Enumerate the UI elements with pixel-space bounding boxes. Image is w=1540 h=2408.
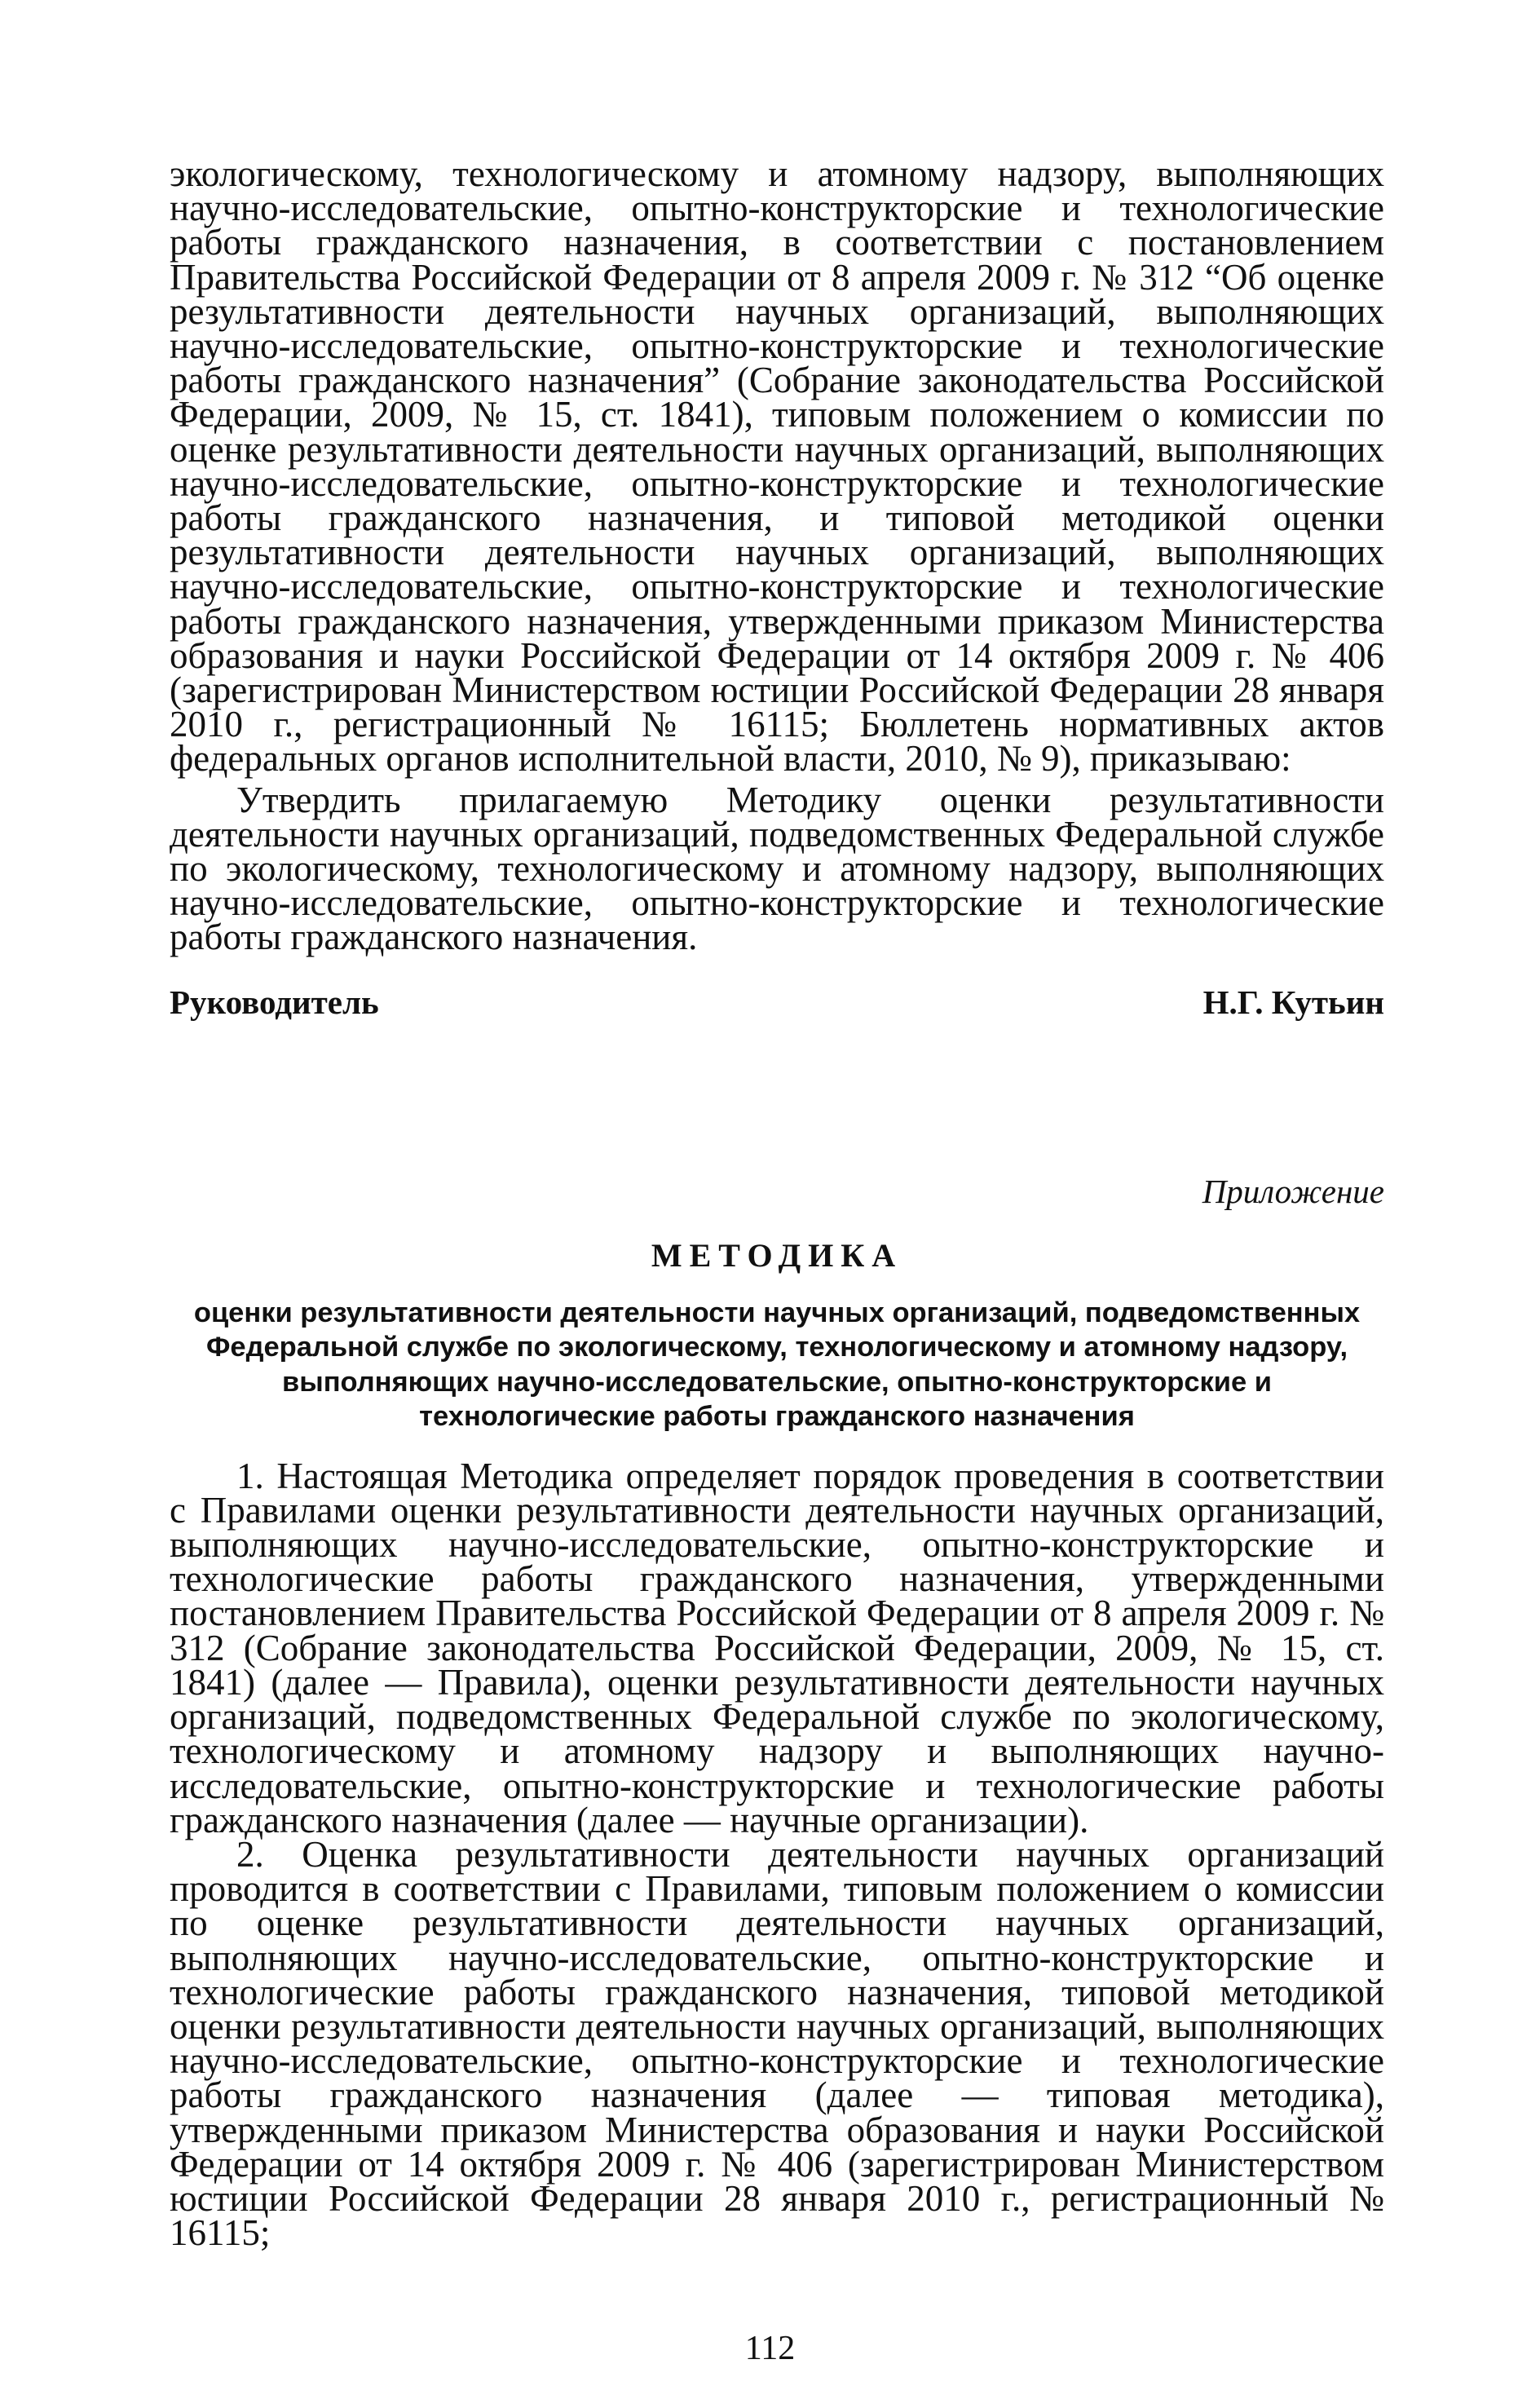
signature-role: Руководитель xyxy=(170,983,379,1021)
appendix-label: Приложение xyxy=(1202,1172,1384,1210)
method-subtitle: оценки результативности деятельности научных организаций, подведомственных Федеральной службе по экологическому, технологическому и атомному надзору, выполняющих научно-исследовательские, опытно-конструкторские и технологические работы гражданского назначения xyxy=(193,1297,1361,1433)
method-body xyxy=(170,1455,1384,2254)
signature-name: Н.Г. Кутьин xyxy=(1202,983,1384,1021)
method-paragraph-2: 2. Оценка результативности деятельности научных организаций проводится в соответствии с Правилами, типовым положением о комиссии по оценке результативности деятельности научных организаций, выполняющих научно-исследовательские, опытно-конструкторские и технологические работы гражданского назначения, типовой методикой оценки результативности деятельности научных организаций, выполняющих научно-исследовательские, опытно-конструкторские и технологические работы гражданского назначения (далее — типовая методика), утвержденными приказом Министерства образования и науки Российской Федерации от 14 октября 2009 г. № 406 (зарегистрирован Министерством юстиции Российской Федерации 28 января 2010 г., регистрационный № 16115; xyxy=(170,1833,1384,2254)
preamble-paragraph: экологическому, технологическому и атомному надзору, выполняющих научно-исследовательские, опытно-конструкторские и технологические работы гражданского назначения, в соответствии с постановлением Правительства Российской Федерации от 8 апреля 2009 г. № 312 “Об оценке результативности деятельности научных организаций, выполняющих научно-исследовательские, опытно-конструкторские и технологические работы гражданского назначения” (Собрание законодательства Российской Федерации, 2009, № 15, ст. 1841), типовым положением о комиссии по оценке результативности деятельности научных организаций, выполняющих научно-исследовательские, опытно-конструкторские и технологические работы гражданского назначения, и типовой методикой оценки результативности деятельности научных организаций, выполняющих научно-исследовательские, опытно-конструкторские и технологические работы гражданского назначения, утвержденными приказом Министерства образования и науки Российской Федерации от 14 октября 2009 г. № 406 (зарегистрирован Министерством юстиции Российской Федерации 28 января 2010 г., регистрационный № 16115; Бюллетень нормативных актов федеральных органов исполнительной власти, 2010, № 9), приказываю: xyxy=(170,153,1384,780)
method-paragraph-1: 1. Настоящая Методика определяет порядок проведения в соответствии с Правилами оценки результативности деятельности научных организаций, выполняющих научно-исследовательские, опытно-конструкторские и технологические работы гражданского назначения, утвержденными постановлением Правительства Российской Федерации от 8 апреля 2009 г. № 312 (Собрание законодательства Российской Федерации, 2009, № 15, ст. 1841) (далее — Правила), оценки результативности деятельности научных организаций, подведомственных Федеральной службе по экологическому, технологическому и атомному надзору и выполняющих научно-исследовательские, опытно-конструкторские и технологические работы гражданского назначения (далее — научные организации). xyxy=(170,1455,1384,1840)
order-paragraph: Утвердить прилагаемую Методику оценки результативности деятельности научных организаций, подведомственных Федеральной службе по экологическому, технологическому и атомному надзору, выполняющих научно-исследовательские, опытно-конструкторские и технологические работы гражданского назначения. xyxy=(170,779,1384,958)
page-number: 112 xyxy=(744,2330,796,2367)
signature-block xyxy=(170,984,1384,1020)
document-page xyxy=(170,153,1384,2254)
method-title: МЕТОДИКА xyxy=(651,1236,903,1274)
